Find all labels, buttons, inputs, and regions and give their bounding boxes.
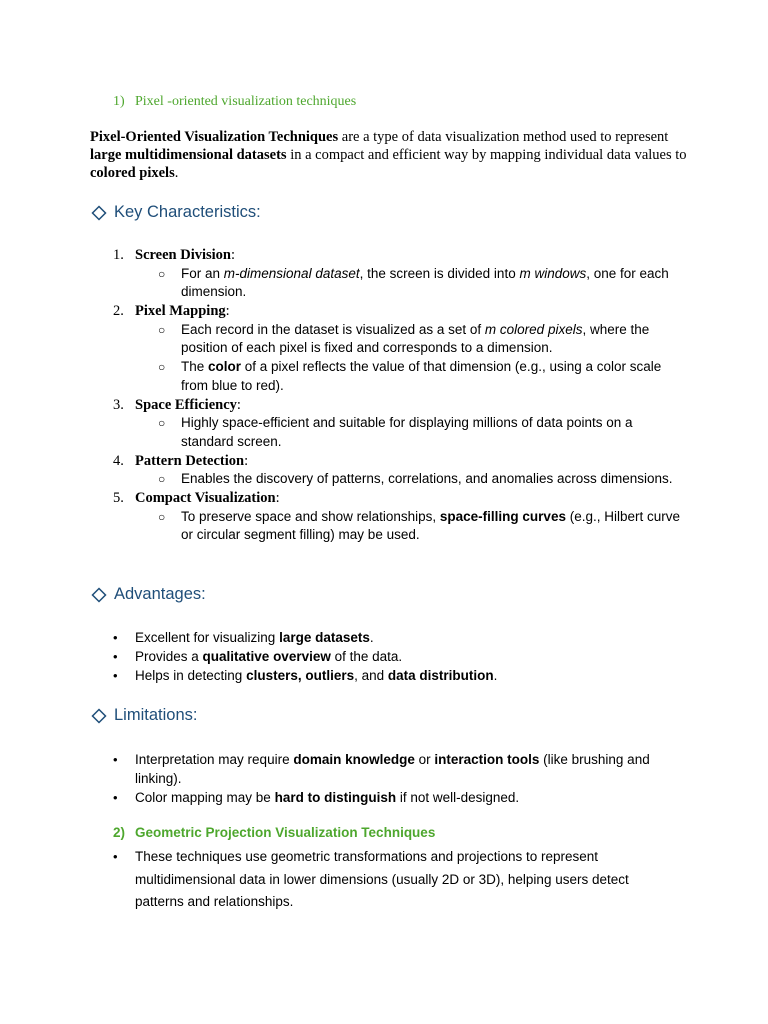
bullet-dot-icon: • [113,630,118,645]
characteristic-item [113,489,683,545]
intro-text: in a compact and efficient way by mapping individual data values to [286,147,687,163]
sub-bullet-item [113,321,683,359]
limitations-list [113,750,673,807]
hollow-circle-bullet-icon: ○ [158,360,166,375]
list-number: 3. [113,396,124,413]
bullet-item [113,846,673,914]
italic-text: m colored pixels [484,321,583,337]
text-run: , and [354,668,388,683]
text-run: Highly space-efficient and suitable for displaying millions of data points on a standard screen. [181,415,633,450]
text-run: or [414,752,435,767]
sub-bullet-item [113,265,683,303]
text-run: The [181,359,209,375]
intro-text: . [174,165,179,181]
bold-text: domain knowledge [293,752,415,767]
bullet-item [113,647,673,666]
text-run: . [493,668,498,683]
intro-bold-term: Pixel-Oriented Visualization Techniques [90,129,339,145]
bold-text: data distribution [387,668,494,683]
sub-bullet-item [113,470,683,489]
characteristic-item [113,396,683,452]
text-run: Interpretation may require [135,752,294,767]
text-run: , one for each dimension. [181,265,669,300]
text-run: Provides a [135,649,203,664]
heading-number: 2) [113,825,126,840]
heading-text: Pixel -oriented visualization techniques [135,94,357,109]
bullet-dot-icon: • [113,649,118,664]
characteristic-title-line [113,246,683,265]
text-run: For an [181,265,224,281]
bold-text: space-filling curves [439,508,566,524]
hollow-circle-bullet-icon: ○ [158,322,166,337]
geometric-list [113,846,673,914]
bullet-dot-icon: • [113,849,118,864]
text-run: Each record in the dataset is visualized as a set of [181,321,485,337]
characteristic-item [113,246,683,302]
diamond-outline-icon [91,708,107,724]
text-run: , where the position of each pixel is fixed and corresponds to a dimension. [181,321,650,356]
list-number: 4. [113,452,124,469]
sub-bullet-item [113,358,683,396]
intro-bold-term: large multidimensional datasets [90,147,287,163]
section-heading-text: Key Characteristics: [114,203,261,221]
section-heading-text: Advantages: [114,585,206,603]
limitations-heading [91,706,197,725]
bullet-dot-icon: • [113,790,118,805]
bullet-item [113,788,673,807]
characteristic-title-line [113,396,683,415]
text-run: (like brushing and linking). [135,752,650,786]
text-run: These techniques use geometric transformations and projections to represent multidimensional data in lower dimensions (usually 2D or 3D), helping users detect patterns and relationships. [135,849,629,909]
list-number: 5. [113,490,124,507]
bullet-item [113,750,673,788]
section-heading-text: Limitations: [114,706,198,724]
hollow-circle-bullet-icon: ○ [158,509,166,524]
title-colon: : [225,303,230,320]
list-number: 1. [113,247,124,263]
text-run: , the screen is divided into [359,265,520,281]
bold-text: clusters, outliers [246,668,355,683]
text-run: Color mapping may be [135,790,275,805]
text-run: of a pixel reflects the value of that dimension (e.g., using a color scale from blue to red). [181,359,662,393]
text-run: if not well-designed. [396,790,520,805]
bullet-item [113,628,673,647]
title-colon: : [236,396,241,413]
title-colon: : [244,452,249,469]
heading-geometric-projection [113,825,435,840]
key-characteristics-list [113,246,683,545]
italic-text: m-dimensional dataset [223,265,360,281]
text-run: Enables the discovery of patterns, correlations, and anomalies across dimensions. [181,471,673,487]
heading-pixel-oriented [113,94,356,110]
list-number: 2. [113,303,124,320]
characteristic-title-line [113,302,683,321]
characteristic-title: Screen Division [135,247,231,263]
intro-text: are a type of data visualization method used to represent [338,129,669,145]
characteristic-item [113,452,683,489]
advantages-heading [91,585,206,604]
characteristic-title: Pixel Mapping [135,303,226,320]
bold-text: interaction tools [434,752,540,767]
bold-text: color [208,359,242,375]
characteristic-title-line [113,452,683,471]
key-characteristics-heading [91,203,261,222]
bullet-item [113,666,673,685]
characteristic-title: Space Efficiency [135,396,237,413]
characteristic-title: Compact Visualization [135,490,276,507]
sub-bullet-item [113,414,683,452]
characteristic-title: Pattern Detection [135,452,245,469]
hollow-circle-bullet-icon: ○ [158,472,166,487]
advantages-list [113,628,673,685]
intro-paragraph [90,128,690,182]
hollow-circle-bullet-icon: ○ [158,416,166,431]
diamond-outline-icon [91,205,107,221]
text-run: (e.g., Hilbert curve or circular segment filling) may be used. [181,508,681,543]
hollow-circle-bullet-icon: ○ [158,266,166,281]
heading-text: Geometric Projection Visualization Techniques [135,825,436,840]
text-run: To preserve space and show relationships, [181,508,440,524]
text-run: of the data. [330,649,403,664]
sub-bullet-item [113,508,683,546]
title-colon: : [231,247,236,263]
characteristic-title-line [113,489,683,508]
bold-text: hard to distinguish [274,790,397,805]
text-run: Excellent for visualizing [135,630,280,645]
intro-bold-term: colored pixels [90,165,175,181]
bullet-dot-icon: • [113,668,118,683]
bullet-dot-icon: • [113,752,118,767]
italic-text: m windows [519,265,587,281]
diamond-outline-icon [91,587,107,603]
bold-text: large datasets [279,630,370,645]
characteristic-item [113,302,683,396]
title-colon: : [275,490,280,507]
text-run: Helps in detecting [135,668,247,683]
text-run: . [369,630,374,645]
heading-number: 1) [113,94,125,109]
bold-text: qualitative overview [202,649,331,664]
